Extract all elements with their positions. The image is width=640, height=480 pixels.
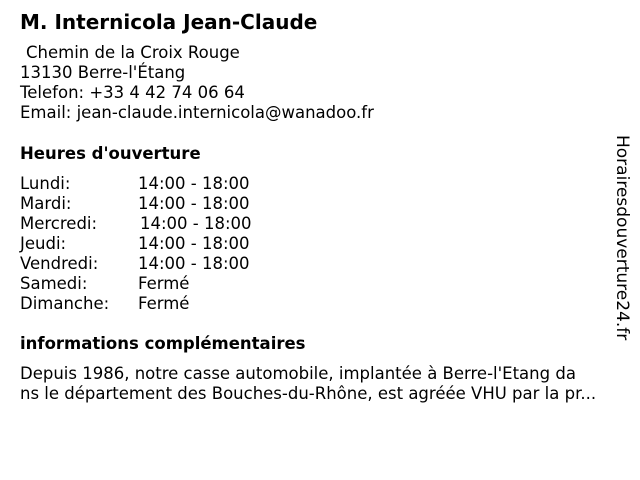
day-label: Samedi: xyxy=(20,274,88,293)
city-line: 13130 Berre-l'Étang xyxy=(20,63,186,82)
hours-value: 14:00 - 18:00 xyxy=(138,174,250,193)
day-label: Jeudi: xyxy=(20,234,67,253)
day-label: Lundi: xyxy=(20,174,71,193)
day-label: Dimanche: xyxy=(20,294,110,313)
business-name: M. Internicola Jean-Claude xyxy=(20,10,318,34)
address-block xyxy=(20,43,374,123)
hours-value: 14:00 - 18:00 xyxy=(140,214,252,233)
email-line: Email: jean-claude.internicola@wanadoo.fr xyxy=(20,103,374,122)
hours-value: 14:00 - 18:00 xyxy=(138,194,250,213)
description-line: Depuis 1986, notre casse automobile, implantée à Berre-l'Etang da xyxy=(20,364,576,383)
day-label: Mardi: xyxy=(20,194,72,213)
hours-value: Fermé xyxy=(138,274,190,293)
hours-value: Fermé xyxy=(138,294,190,313)
description-line: ns le département des Bouches-du-Rhône, est agréée VHU par la pr... xyxy=(20,384,597,403)
day-label: Mercredi: xyxy=(20,214,98,233)
business-description xyxy=(20,364,620,404)
hours-value: 14:00 - 18:00 xyxy=(138,254,250,273)
day-label: Vendredi: xyxy=(20,254,99,273)
opening-hours-heading: Heures d'ouverture xyxy=(20,144,201,163)
additional-info-heading: informations complémentaires xyxy=(20,334,306,353)
phone-line: Telefon: +33 4 42 74 06 64 xyxy=(20,83,245,102)
hours-value: 14:00 - 18:00 xyxy=(138,234,250,253)
street-address: Chemin de la Croix Rouge xyxy=(26,43,240,62)
site-watermark: Horairesdouverture24.fr xyxy=(612,135,632,341)
